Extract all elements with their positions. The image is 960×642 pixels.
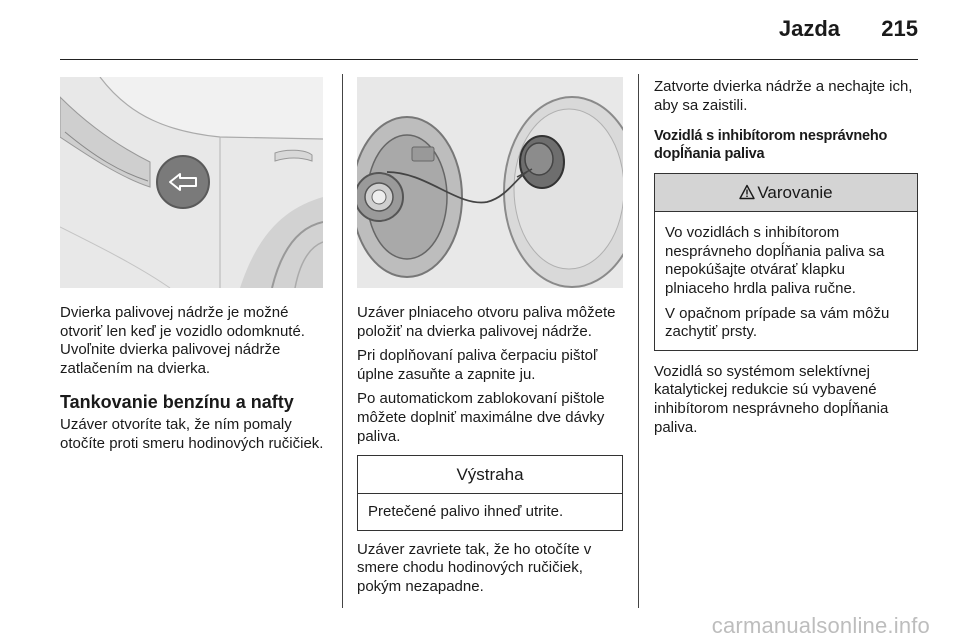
middle-column bbox=[357, 304, 623, 603]
page-header-title: Jazda bbox=[778, 16, 840, 41]
header-rule bbox=[60, 59, 918, 60]
middle-paragraph-3: Po automatickom zablokovaní pištole môžete doplniť maximálne dve dávky paliva. bbox=[357, 390, 605, 445]
warning-triangle-icon bbox=[739, 184, 755, 200]
middle-paragraph-4: Uzáver zavriete tak, že ho otočíte v smere chodu hodinových ručičiek, pokým nezapadne. bbox=[357, 540, 592, 595]
left-paragraph-1: Dvierka palivovej nádrže je možné otvoriť len keď je vozidlo odomknuté. Uvoľnite dvierka palivovej nádrže zatlačením na dvierka. bbox=[60, 304, 305, 377]
warning-text-2: V opačnom prípade sa vám môžu zachytiť prsty. bbox=[665, 304, 890, 341]
page-number: 215 bbox=[881, 16, 918, 41]
notice-title: Výstraha bbox=[358, 456, 622, 494]
warning-header bbox=[655, 174, 917, 212]
middle-paragraph-2: Pri doplňovaní paliva čerpaciu pištoľ úplne zasuňte a zapnite ju. bbox=[357, 347, 598, 383]
watermark: carmanualsonline.info bbox=[711, 613, 930, 638]
illustration-fuel-door bbox=[60, 77, 323, 288]
right-paragraph-1: Zatvorte dvierka nádrže a nechajte ich, aby sa zaistili. bbox=[654, 78, 913, 114]
warning-text-1: Vo vozidlách s inhibítorom nesprávneho dopĺňania paliva sa nepokúšajte otvárať klapku plniaceho hrdla paliva ručne. bbox=[665, 224, 885, 297]
left-paragraph-2: Uzáver otvoríte tak, že ním pomaly otočíte proti smeru hodinových ručičiek. bbox=[60, 416, 324, 452]
left-column bbox=[60, 304, 330, 460]
illustration-fuel-cap bbox=[357, 77, 623, 288]
notice-body bbox=[358, 494, 622, 530]
warning-box bbox=[654, 173, 918, 351]
right-paragraph-2: Vozidlá so systémom selektívnej katalytickej redukcie sú vybavené inhibítorom nesprávneho dopĺňania paliva. bbox=[654, 362, 889, 436]
right-column bbox=[654, 78, 918, 443]
column-divider-1 bbox=[342, 74, 343, 608]
middle-paragraph-1: Uzáver plniaceho otvoru paliva môžete položiť na dvierka palivovej nádrže. bbox=[357, 304, 616, 340]
notice-box bbox=[357, 455, 623, 531]
warning-title: Varovanie bbox=[757, 183, 833, 203]
notice-text: Pretečené palivo ihneď utrite. bbox=[368, 503, 564, 521]
column-divider-2 bbox=[638, 74, 639, 608]
subsection-heading: Vozidlá s inhibítorom nesprávneho dopĺňania paliva bbox=[654, 128, 888, 163]
warning-body bbox=[655, 212, 917, 350]
section-heading: Tankovanie benzínu a nafty bbox=[60, 392, 294, 413]
